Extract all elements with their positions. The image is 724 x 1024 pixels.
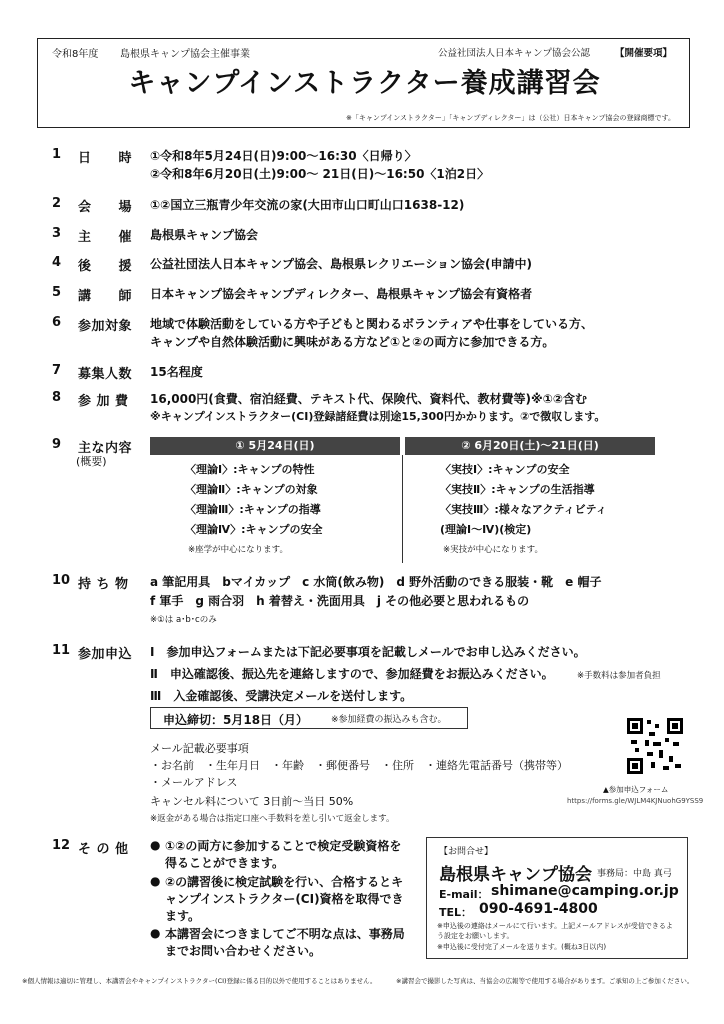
- contact-tel[interactable]: 090-4691-4800: [479, 901, 598, 917]
- content-label: 主な内容: [78, 441, 133, 456]
- certification: 公益社団法人日本キャンプ協会公認: [438, 48, 591, 59]
- other-num: 12: [52, 838, 71, 853]
- contact-note1: ※申込後の連絡はメールにて行います。上記メールアドレスが受信できるよう設定をお願いします。: [437, 922, 673, 940]
- support-label: 後 援: [78, 259, 133, 274]
- venue-value: ①②国立三瓶青少年交流の家(大田市山口町山口1638-12): [150, 198, 465, 212]
- fee-line1: 16,000円(食費、宿泊経費、テキスト代、保険代、資料代、教材費等)※①②含む: [150, 392, 588, 406]
- bullet-icon: ●: [150, 874, 161, 888]
- mail-heading: メール記載必要事項: [150, 742, 249, 755]
- contact-email[interactable]: shimane@camping.or.jp: [491, 883, 679, 899]
- bullet-icon: ●: [150, 926, 161, 940]
- dates-num: 1: [52, 147, 62, 162]
- content-sublabel: (概要): [76, 455, 107, 468]
- capacity-value: 15名程度: [150, 365, 203, 379]
- dates-label: 日 時: [78, 151, 133, 166]
- belongings-line2: f 軍手 g 雨合羽 h 着替え・洗面用具 j その他必要と思われるもの: [150, 594, 530, 608]
- dates-line2: ②令和8年6月20日(土)9:00～ 21日(日)～16:50〈1泊2日〉: [150, 167, 490, 181]
- venue-label: 会 場: [78, 200, 133, 215]
- apply-step2-note: ※手数料は参加者負担: [577, 671, 661, 681]
- session1-note: ※座学が中心になります。: [188, 545, 288, 555]
- belongings-num: 10: [52, 573, 71, 588]
- session2-header: ② 6月20日(土)～21日(日): [405, 437, 655, 455]
- support-value: 公益社団法人日本キャンプ協会、島根県レクリエーション協会(申請中): [150, 257, 533, 271]
- qr-caption: ▲参加申込フォーム: [603, 785, 669, 794]
- session1-item: 〈理論Ⅱ〉:キャンプの対象: [185, 483, 318, 496]
- other-bullet: 本講習会につきましてご不明な点は、事務局までお問い合わせください。: [165, 927, 405, 958]
- column-divider: [402, 455, 403, 563]
- venue-num: 2: [52, 196, 62, 211]
- form-url[interactable]: https://forms.gle/WJLM4KJNuohG9YSS9: [567, 797, 704, 805]
- dates-line1: ①令和8年5月24日(日)9:00～16:30〈日帰り〉: [150, 149, 417, 163]
- doc-type: 【開催要項】: [615, 48, 673, 59]
- fee-line2: ※キャンプインストラクター(CI)登録諸経費は別途15,300円かかります。②で徴収します。: [150, 410, 606, 423]
- contact-org: 島根県キャンプ協会: [439, 865, 592, 885]
- lecturer-label: 講 師: [78, 289, 133, 304]
- capacity-label: 募集人数: [78, 367, 133, 382]
- session2-item: 〈実技Ⅰ〉:キャンプの安全: [440, 463, 570, 476]
- target-num: 6: [52, 315, 62, 330]
- other-bullet: ①②の両方に参加することで検定受験資格を得ることができます。: [165, 839, 402, 870]
- session1-item: 〈理論Ⅳ〉:キャンプの安全: [185, 523, 323, 536]
- apply-num: 11: [52, 643, 71, 658]
- target-line2: キャンプや自然体験活動に興味がある方など①と②の両方に参加できる方。: [150, 335, 555, 349]
- apply-label: 参加申込: [78, 647, 133, 662]
- footer-photo: ※講習会で撮影した写真は、当協会の広報等で使用する場合があります。ご承知の上ご参加ください。: [396, 977, 694, 985]
- deadline-note: ※参加経費の振込みも含む。: [331, 715, 447, 725]
- session1-item: 〈理論Ⅲ〉:キャンプの指導: [185, 503, 321, 516]
- mail-items: ・お名前 ・生年月日 ・年齢 ・郵便番号 ・住所 ・連絡先電話番号（携帯等）: [150, 759, 568, 772]
- contact-office: 事務局：中島 真弓: [597, 869, 672, 879]
- mail-items-2: ・メールアドレス: [150, 776, 238, 789]
- fee-num: 8: [52, 390, 62, 405]
- session2-item: 〈実技Ⅱ〉:キャンプの生活指導: [440, 483, 595, 496]
- target-label: 参加対象: [78, 319, 133, 334]
- other-bullet: ②の講習後に検定試験を行い、合格するとキャンプインストラクター(CI)資格を取得できます。: [165, 875, 404, 923]
- footer-privacy: ※個人情報は適切に管理し、本講習会やキャンプインストラクター(CI)登録に係る目的以外で使用することはありません。: [22, 977, 377, 985]
- host-num: 3: [52, 226, 62, 241]
- session2-item: (理論Ⅰ～Ⅳ)(検定): [440, 523, 532, 536]
- other-label: そ の 他: [78, 842, 129, 857]
- bullet-icon: ●: [150, 838, 161, 852]
- fiscal-year: 令和8年度: [52, 49, 99, 60]
- qr-code[interactable]: [627, 718, 683, 774]
- contact-heading: 【お問合せ】: [439, 847, 494, 857]
- cancel-fee: キャンセル料について 3日前～当日 50%: [150, 795, 354, 808]
- session2-note: ※実技が中心になります。: [443, 545, 543, 555]
- trademark-note: ※「キャンプインストラクター」「キャンプディレクター」は（公社）日本キャンプ協会の登録商標です。: [346, 114, 675, 122]
- apply-step2: Ⅱ 申込確認後、振込先を連絡しますので、参加経費をお振込みください。: [150, 667, 554, 681]
- session1-header: ① 5月24日(日): [150, 437, 400, 455]
- support-num: 4: [52, 255, 62, 270]
- sponsor: 島根県キャンプ協会主催事業: [120, 49, 250, 60]
- contact-note2: ※申込後に受付完了メールを送ります。(概ね3日以内): [437, 943, 607, 951]
- belongings-line1: a 筆記用具 bマイカップ c 水筒(飲み物) d 野外活動のできる服装・靴 e 帽子: [150, 575, 602, 589]
- apply-step1: Ⅰ 参加申込フォームまたは下記必要事項を記載しメールでお申し込みください。: [150, 645, 586, 659]
- capacity-num: 7: [52, 363, 62, 378]
- page-title: キャンプインストラクター養成講習会: [128, 68, 601, 99]
- refund-note: ※返金がある場合は指定口座へ手数料を差し引いて返金します。: [150, 814, 395, 824]
- host-value: 島根県キャンプ協会: [150, 228, 259, 242]
- email-label: E-mail：: [439, 888, 489, 901]
- fee-label: 参 加 費: [78, 394, 129, 409]
- session2-item: 〈実技Ⅲ〉:様々なアクティビティ: [440, 503, 607, 516]
- host-label: 主 催: [78, 230, 133, 245]
- tel-label: TEL：: [439, 906, 473, 919]
- contact-box: [426, 837, 688, 959]
- belongings-note: ※①は a･b･cのみ: [150, 615, 217, 625]
- deadline: 申込締切：5月18日（月）: [163, 713, 309, 727]
- header-box: [37, 38, 690, 128]
- content-num: 9: [52, 437, 62, 452]
- apply-step3: Ⅲ 入金確認後、受講決定メールを送付します。: [150, 689, 413, 703]
- deadline-box: [150, 707, 468, 729]
- belongings-label: 持 ち 物: [78, 577, 129, 592]
- target-line1: 地域で体験活動をしている方や子どもと関わるボランティアや仕事をしている方、: [150, 317, 594, 331]
- lecturer-num: 5: [52, 285, 62, 300]
- session1-item: 〈理論Ⅰ〉:キャンプの特性: [185, 463, 315, 476]
- lecturer-value: 日本キャンプ協会キャンプディレクター、島根県キャンプ協会有資格者: [150, 287, 533, 301]
